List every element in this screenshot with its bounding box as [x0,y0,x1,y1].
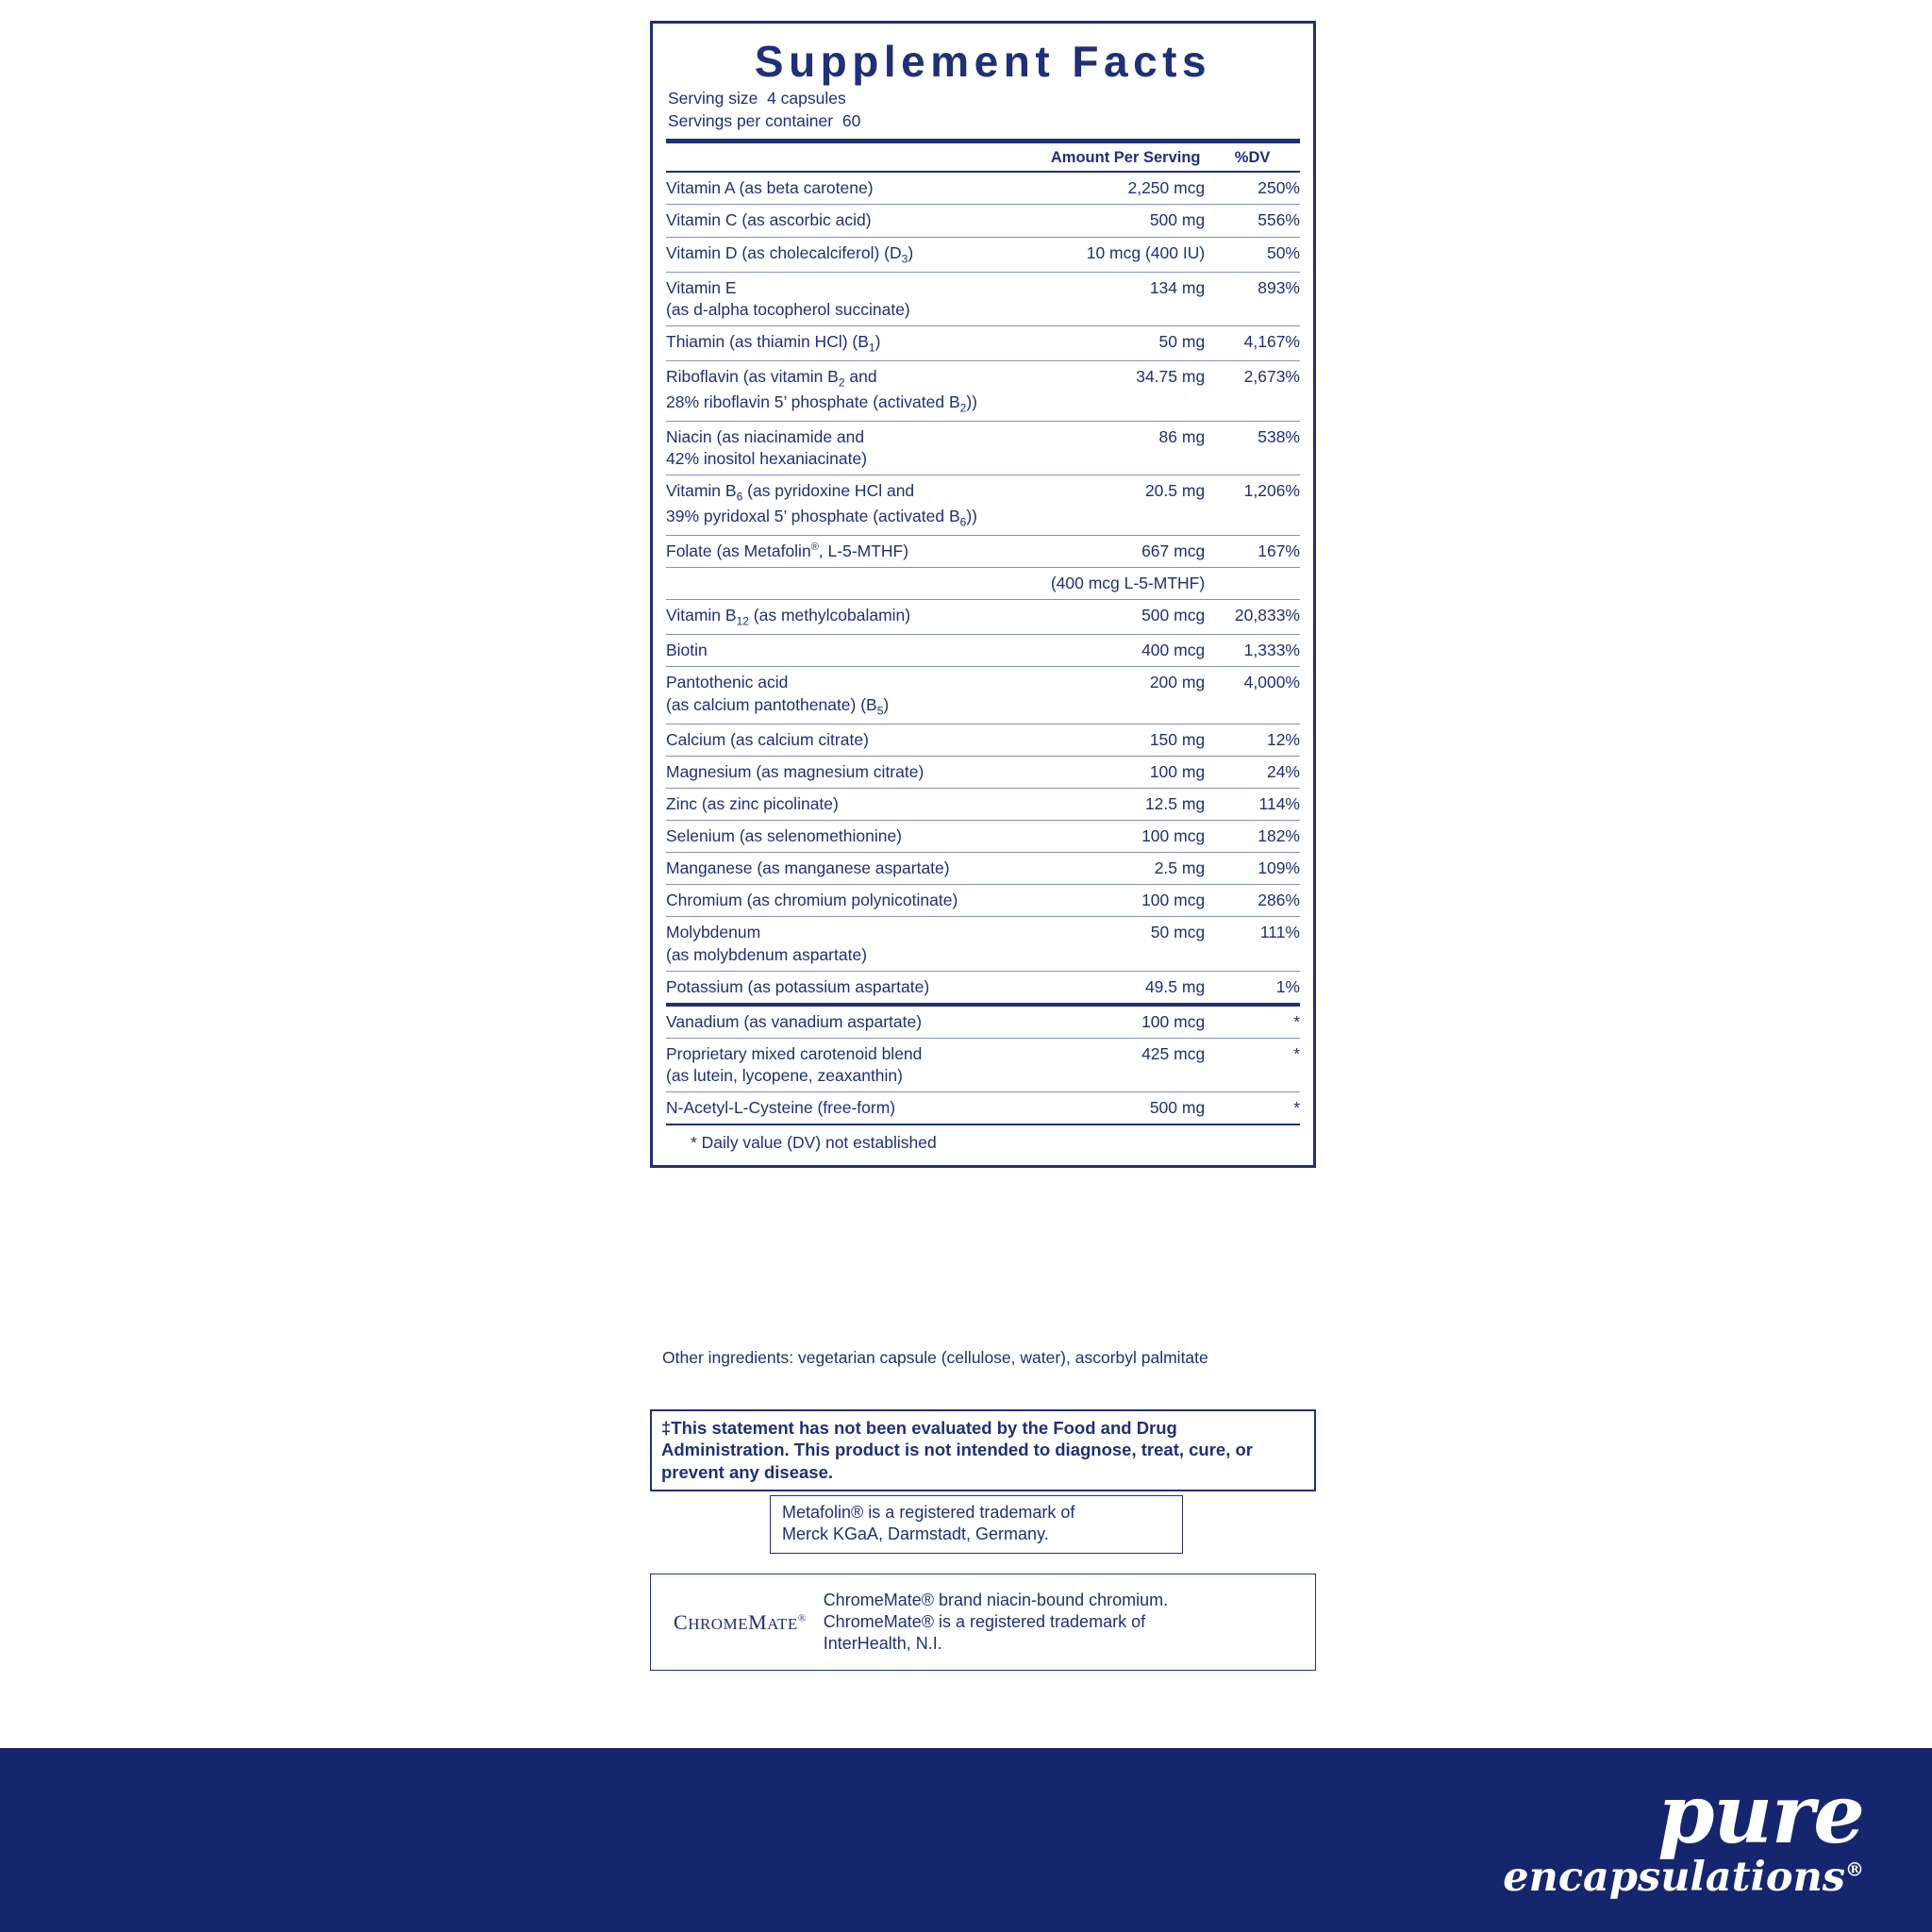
table-row [666,971,1300,1005]
nutrient-name: N-Acetyl-L-Cysteine (free-form) [666,1098,896,1117]
nutrient-name: Magnesium (as magnesium citrate) [666,761,924,781]
nutrient-amount: 100 mg [1046,756,1205,788]
table-row: Vitamin $B_{12}$ (as methylcobalamin) 500 mcg 20,833% [666,600,1300,635]
nutrient-dv: 286% [1205,885,1300,917]
nutrient-dv: 4,000% [1205,667,1300,724]
nutrient-name: Zinc (as zinc picolinate) [666,794,839,814]
nutrient-name-line2: 42% inositol hexaniacinate) [666,449,868,469]
nutrient-dv: 893% [1205,272,1300,325]
nutrient-dv: 1,333% [1205,635,1300,667]
nutrient-amount: 86 mg [1046,422,1205,475]
nutrient-name: Niacin (as niacinamide and [666,427,865,446]
nutrient-amount: 49.5 mg [1046,971,1205,1005]
nutrient-dv: 2,673% [1205,361,1300,422]
nutrient-name: Vanadium (as vanadium aspartate) [666,1011,923,1031]
nutrient-amount: 2,250 mcg [1046,172,1205,205]
header-dv: %DV [1205,143,1300,173]
nutrient-name-line2: (as lutein, lycopene, zeaxanthin) [666,1065,903,1085]
dv-footnote: * Daily value (DV) not established [691,1133,937,1153]
table-row [666,635,1300,667]
nutrient-dv: 20,833% [1205,600,1300,635]
nutrient-name: Selenium (as selenomethionine) [666,826,902,846]
brand-logo [1503,1767,1864,1901]
fda-disclaimer: ‡This statement has not been evaluated by the Food and Drug Administration. This product is not intended to diagnose, treat, cure, or prevent any disease. [650,1409,1316,1491]
brand-footer-bar [0,1748,1932,1932]
table-row [666,272,1300,325]
nutrient-dv: * [1205,1038,1300,1091]
nutrient-name: Vitamin A (as beta carotene) [666,178,874,198]
nutrient-name: Manganese (as manganese aspartate) [666,858,950,878]
table-row: Folate (as Metafolin®, L-5-MTHF) 667 mcg 167% [666,535,1300,567]
table-row [666,821,1300,853]
chromemate-line3: InterHealth, N.I. [823,1634,942,1654]
metafolin-trademark-box [770,1495,1183,1554]
nutrient-dv: 1% [1205,971,1300,1005]
nutrient-dv: 250% [1205,172,1300,205]
nutrient-dv: 182% [1205,821,1300,853]
serving-size-line [668,88,1300,110]
table-row [666,1005,1300,1039]
table-row: Pantothenic acid (as calcium pantothenate) $(B_5)$ 200 mg 4,000% [666,667,1300,724]
nutrient-amount: 134 mg [1046,272,1205,325]
table-row [666,853,1300,885]
nutrient-dv: 114% [1205,789,1300,821]
nutrient-amount: 34.75 mg [1046,361,1205,422]
nutrient-amount: 400 mcg [1046,635,1205,667]
chromemate-trademark-box [650,1574,1316,1671]
brand-name: pure [1657,1767,1864,1862]
nutrient-amount: 150 mg [1046,724,1205,756]
nutrient-dv: 556% [1205,205,1300,237]
brand-subname: encapsulations® [1503,1853,1864,1901]
nutrient-name: Molybdenum [666,923,761,942]
nutrient-dv: 4,167% [1205,326,1300,361]
nutrient-dv: 167% [1205,535,1300,567]
nutrient-name-line2: (as molybdenum aspartate) [666,944,868,964]
metafolin-line1: Metafolin® is a registered trademark of [782,1503,1075,1522]
nutrient-dv: 538% [1205,422,1300,475]
servings-per-container-value: 60 [841,110,861,130]
nutrient-amount: 100 mcg [1046,1005,1205,1039]
nutrient-amount: 2.5 mg [1046,853,1205,885]
nutrient-amount: 425 mcg [1046,1038,1205,1091]
nutrient-amount: 50 mcg [1046,917,1205,971]
nutrient-name: Vitamin E [666,277,737,297]
table-row [666,885,1300,917]
servings-per-container-label: Servings per container [668,110,834,130]
nutrient-amount-line2: (400 mcg L-5-MTHF) [1046,567,1205,599]
nutrient-name: Proprietary mixed carotenoid blend [666,1043,923,1063]
nutrient-name: Calcium (as calcium citrate) [666,729,869,749]
table-row [666,205,1300,237]
chromemate-line2: ChromeMate® is a registered trademark of [823,1612,1146,1632]
table-row [666,917,1300,971]
nutrient-name: Pantothenic acid [666,673,789,692]
metafolin-line2: Merck KGaA, Darmstadt, Germany. [782,1524,1049,1544]
registered-mark: ® [1845,1857,1864,1881]
nutrient-amount: 500 mcg [1046,600,1205,635]
nutrient-dv: 111% [1205,917,1300,971]
nutrient-dv: 24% [1205,756,1300,788]
nutrient-name: Chromium (as chromium polynicotinate) [666,891,958,910]
table-row [666,789,1300,821]
nutrient-dv: 50% [1205,237,1300,272]
nutrient-amount: 667 mcg [1141,541,1206,560]
nutrient-name-line2: (as d-alpha tocopherol succinate) [666,299,910,319]
nutrient-dv: 109% [1205,853,1300,885]
nutrient-amount: 500 mg [1046,1092,1205,1125]
nutrients-table [666,143,1300,1126]
nutrient-amount: 100 mcg [1046,885,1205,917]
nutrient-name: Biotin [666,641,708,660]
table-row [666,1038,1300,1091]
table-row [666,422,1300,475]
table-row: Vitamin D (as cholecalciferol) $(D_3)$ 10 mcg (400 IU) 50% [666,237,1300,272]
serving-size-label: Serving size [668,89,758,108]
nutrient-dv: * [1205,1092,1300,1125]
nutrient-amount: 20.5 mg [1046,475,1205,536]
header-blank [666,143,1046,173]
table-row [666,724,1300,756]
nutrient-amount: 10 mcg (400 IU) [1046,237,1205,272]
page-title: Supplement Facts [754,37,1212,86]
nutrient-amount: 100 mcg [1046,821,1205,853]
nutrient-amount: 200 mg [1046,667,1205,724]
table-row-continuation [666,567,1300,599]
table-header-row [666,143,1300,173]
nutrient-dv: 1,206% [1205,475,1300,536]
table-row [666,172,1300,205]
table-row: Riboflavin (as vitamin $B_2$ and 28% riboflavin 5’ phosphate (activated $B_2$)) 34.75 mg 2,673% [666,361,1300,422]
table-row: Thiamin (as thiamin HCl) $(B_1)$ 50 mg 4,167% [666,326,1300,361]
nutrient-amount: 500 mg [1046,205,1205,237]
other-ingredients: Other ingredients: vegetarian capsule (cellulose, water), ascorbyl palmitate [662,1348,1208,1367]
nutrient-dv: 12% [1205,724,1300,756]
supplement-facts-panel [650,21,1316,1168]
nutrient-amount: 50 mg [1046,326,1205,361]
servings-per-container-line [668,110,1300,133]
chromemate-logo: CHROMEMATE® [674,1609,807,1634]
table-row [666,1092,1300,1125]
table-row: Vitamin $B_6$ (as pyridoxine HCl and 39% pyridoxal 5’ phosphate (activated $B_6$)) 20.5 mg 1,206% [666,475,1300,536]
nutrient-dv: * [1205,1005,1300,1039]
table-row [666,756,1300,788]
nutrient-amount: 12.5 mg [1046,789,1205,821]
nutrient-name: Vitamin C (as ascorbic acid) [666,210,872,230]
chromemate-line1: ChromeMate® brand niacin-bound chromium. [823,1591,1169,1609]
header-amount: Amount Per Serving [1046,143,1205,173]
nutrient-name: Potassium (as potassium aspartate) [666,976,930,996]
serving-size-value: 4 capsules [767,89,846,108]
